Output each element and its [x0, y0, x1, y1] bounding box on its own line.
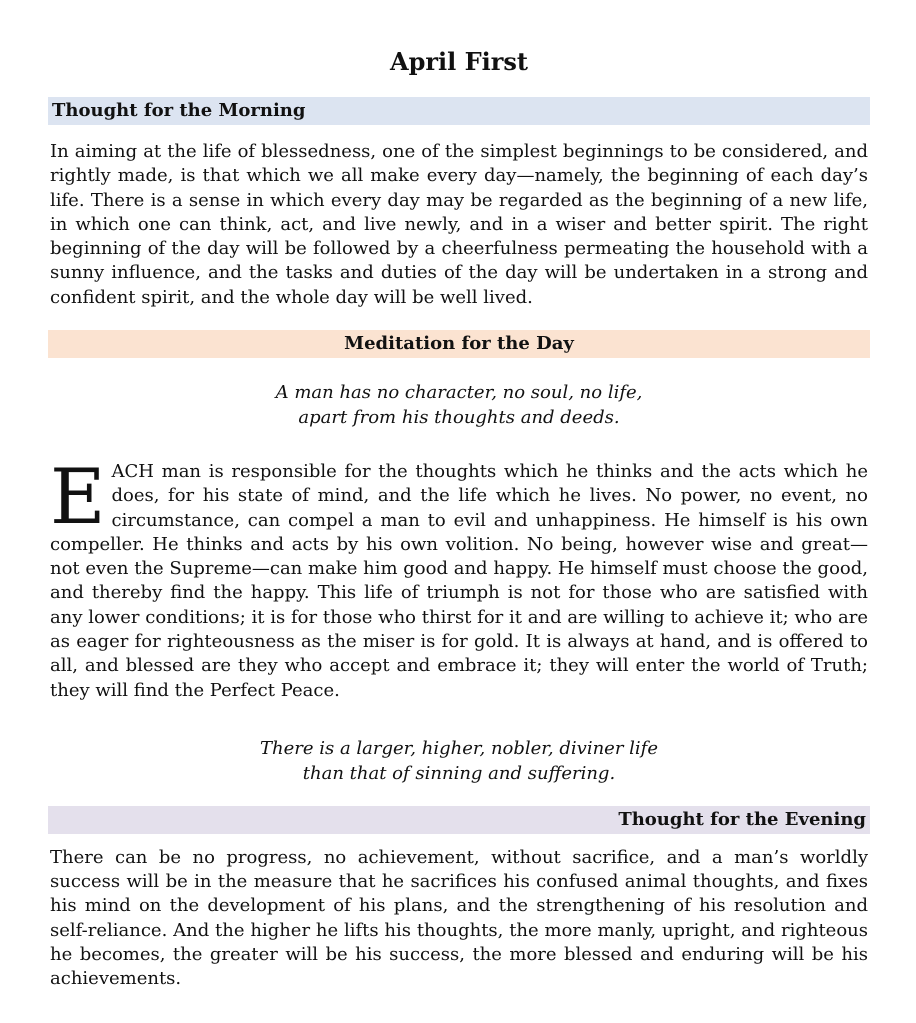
opening-quote-line-2: apart from his thoughts and deeds. [298, 407, 620, 428]
opening-quote-line-1: A man has no character, no soul, no life, [275, 382, 643, 403]
day-heading: Meditation for the Day [48, 330, 870, 358]
opening-quote [48, 380, 870, 430]
closing-quote-line-1: There is a larger, higher, nobler, diviner life [260, 738, 658, 759]
drop-cap: E [50, 452, 106, 541]
evening-paragraph: There can be no progress, no achievement, without sacrifice, and a man’s worldly success will be in the measure that he sacrifices his confused animal thoughts, and fixes his mind on the development of his plans, and the strengthening of his resolution and self-reliance. And the higher he lifts his thoughts, the more manly, upright, and righteous he becomes, the greater will be his success, the more blessed and enduring will be his achievements. [50, 847, 868, 990]
evening-heading: Thought for the Evening [48, 806, 870, 834]
closing-quote-line-2: than that of sinning and suffering. [302, 763, 616, 784]
morning-heading: Thought for the Morning [48, 97, 870, 125]
day-paragraph [50, 452, 868, 703]
morning-paragraph: In aiming at the life of blessedness, one of the simplest beginnings to be considered, and rightly made, is that which we all make every day—namely, the beginning of each day’s life. There is a sense in which every day may be regarded as the beginning of a new life, in which one can think, act, and live newly, and in a wiser and better spirit. The right beginning of the day will be followed by a cheerfulness permeating the household with a sunny influence, and the tasks and duties of the day will be undertaken in a strong and confident spirit, and the whole day will be well lived. [50, 141, 868, 308]
day-paragraph-text: ACH man is responsible for the thoughts which he thinks and the acts which he does, for his state of mind, and the life which he lives. No power, no event, no circumstance, can compel a man to evil and unhappiness. He himself is his own compeller. He thinks and acts by his own volition. No being, however wise and great—not even the Supreme—can make him good and happy. He himself must choose the good, and thereby find the happy. This life of triumph is not for those who are satisfied with any lower conditions; it is for those who thirst for it and are willing to achieve it; who are as eager for righteousness as the miser is for gold. It is always at hand, and is offered to all, and blessed are they who accept and embrace it; they will enter the world of Truth; they will find the Perfect Peace. [50, 461, 868, 701]
page-title: April First [389, 47, 529, 76]
closing-quote [48, 736, 870, 786]
